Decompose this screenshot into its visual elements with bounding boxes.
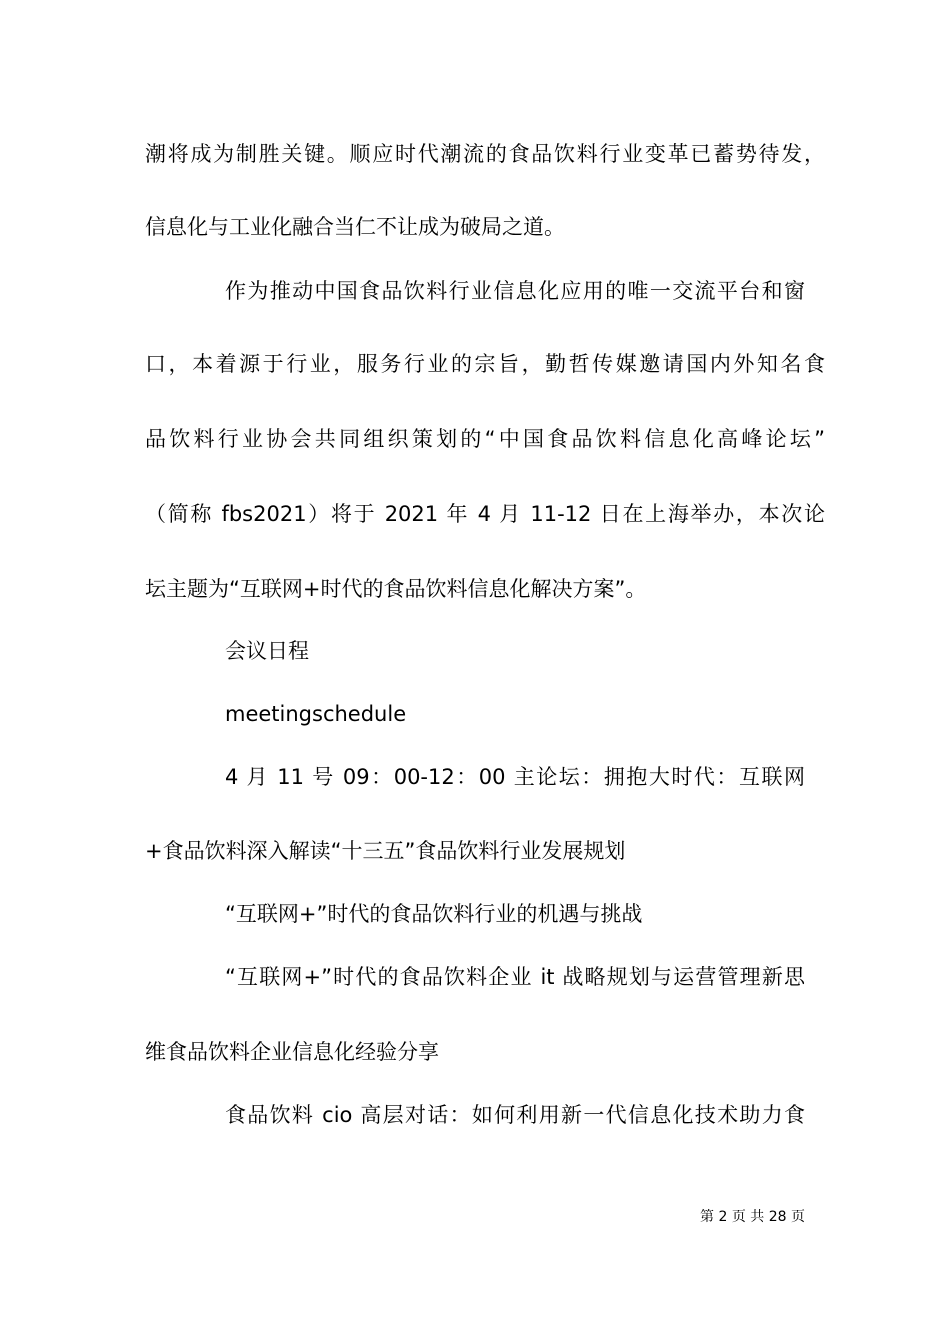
section-subheading: meetingschedule <box>225 702 407 726</box>
paragraph-line-1: 潮将成为制胜关键。顺应时代潮流的食品饮料行业变革已蓄势待发， <box>145 142 825 166</box>
paragraph-line-6: （简称 fbs2021）将于 2021 年 4 月 11-12 日在上海举办，本次论 <box>145 502 825 526</box>
paragraph-line-2: 信息化与工业化融合当仁不让成为破局之道。 <box>145 215 565 239</box>
schedule-line-6: 食品饮料 cio 高层对话：如何利用新一代信息化技术助力食 <box>225 1103 805 1127</box>
paragraph-line-3: 作为推动中国食品饮料行业信息化应用的唯一交流平台和窗 <box>225 279 805 303</box>
schedule-line-4: “互联网+”时代的食品饮料企业 it 战略规划与运营管理新思 <box>225 965 805 989</box>
paragraph-line-7: 坛主题为“互联网+时代的食品饮料信息化解决方案”。 <box>145 577 647 601</box>
schedule-line-5: 维食品饮料企业信息化经验分享 <box>145 1040 439 1064</box>
schedule-line-2: +食品饮料深入解读“十三五”食品饮料行业发展规划 <box>145 839 626 863</box>
paragraph-line-5: 品饮料行业协会共同组织策划的“中国食品饮料信息化高峰论坛” <box>145 427 825 451</box>
paragraph-line-4: 口，本着源于行业，服务行业的宗旨，勤哲传媒邀请国内外知名食 <box>145 352 825 376</box>
page-number: 第 2 页 共 28 页 <box>700 1209 805 1225</box>
section-heading: 会议日程 <box>225 639 309 663</box>
schedule-line-1: 4 月 11 号 09：00-12：00 主论坛：拥抱大时代：互联网 <box>225 765 805 789</box>
schedule-line-3: “互联网+”时代的食品饮料行业的机遇与挑战 <box>225 902 643 926</box>
